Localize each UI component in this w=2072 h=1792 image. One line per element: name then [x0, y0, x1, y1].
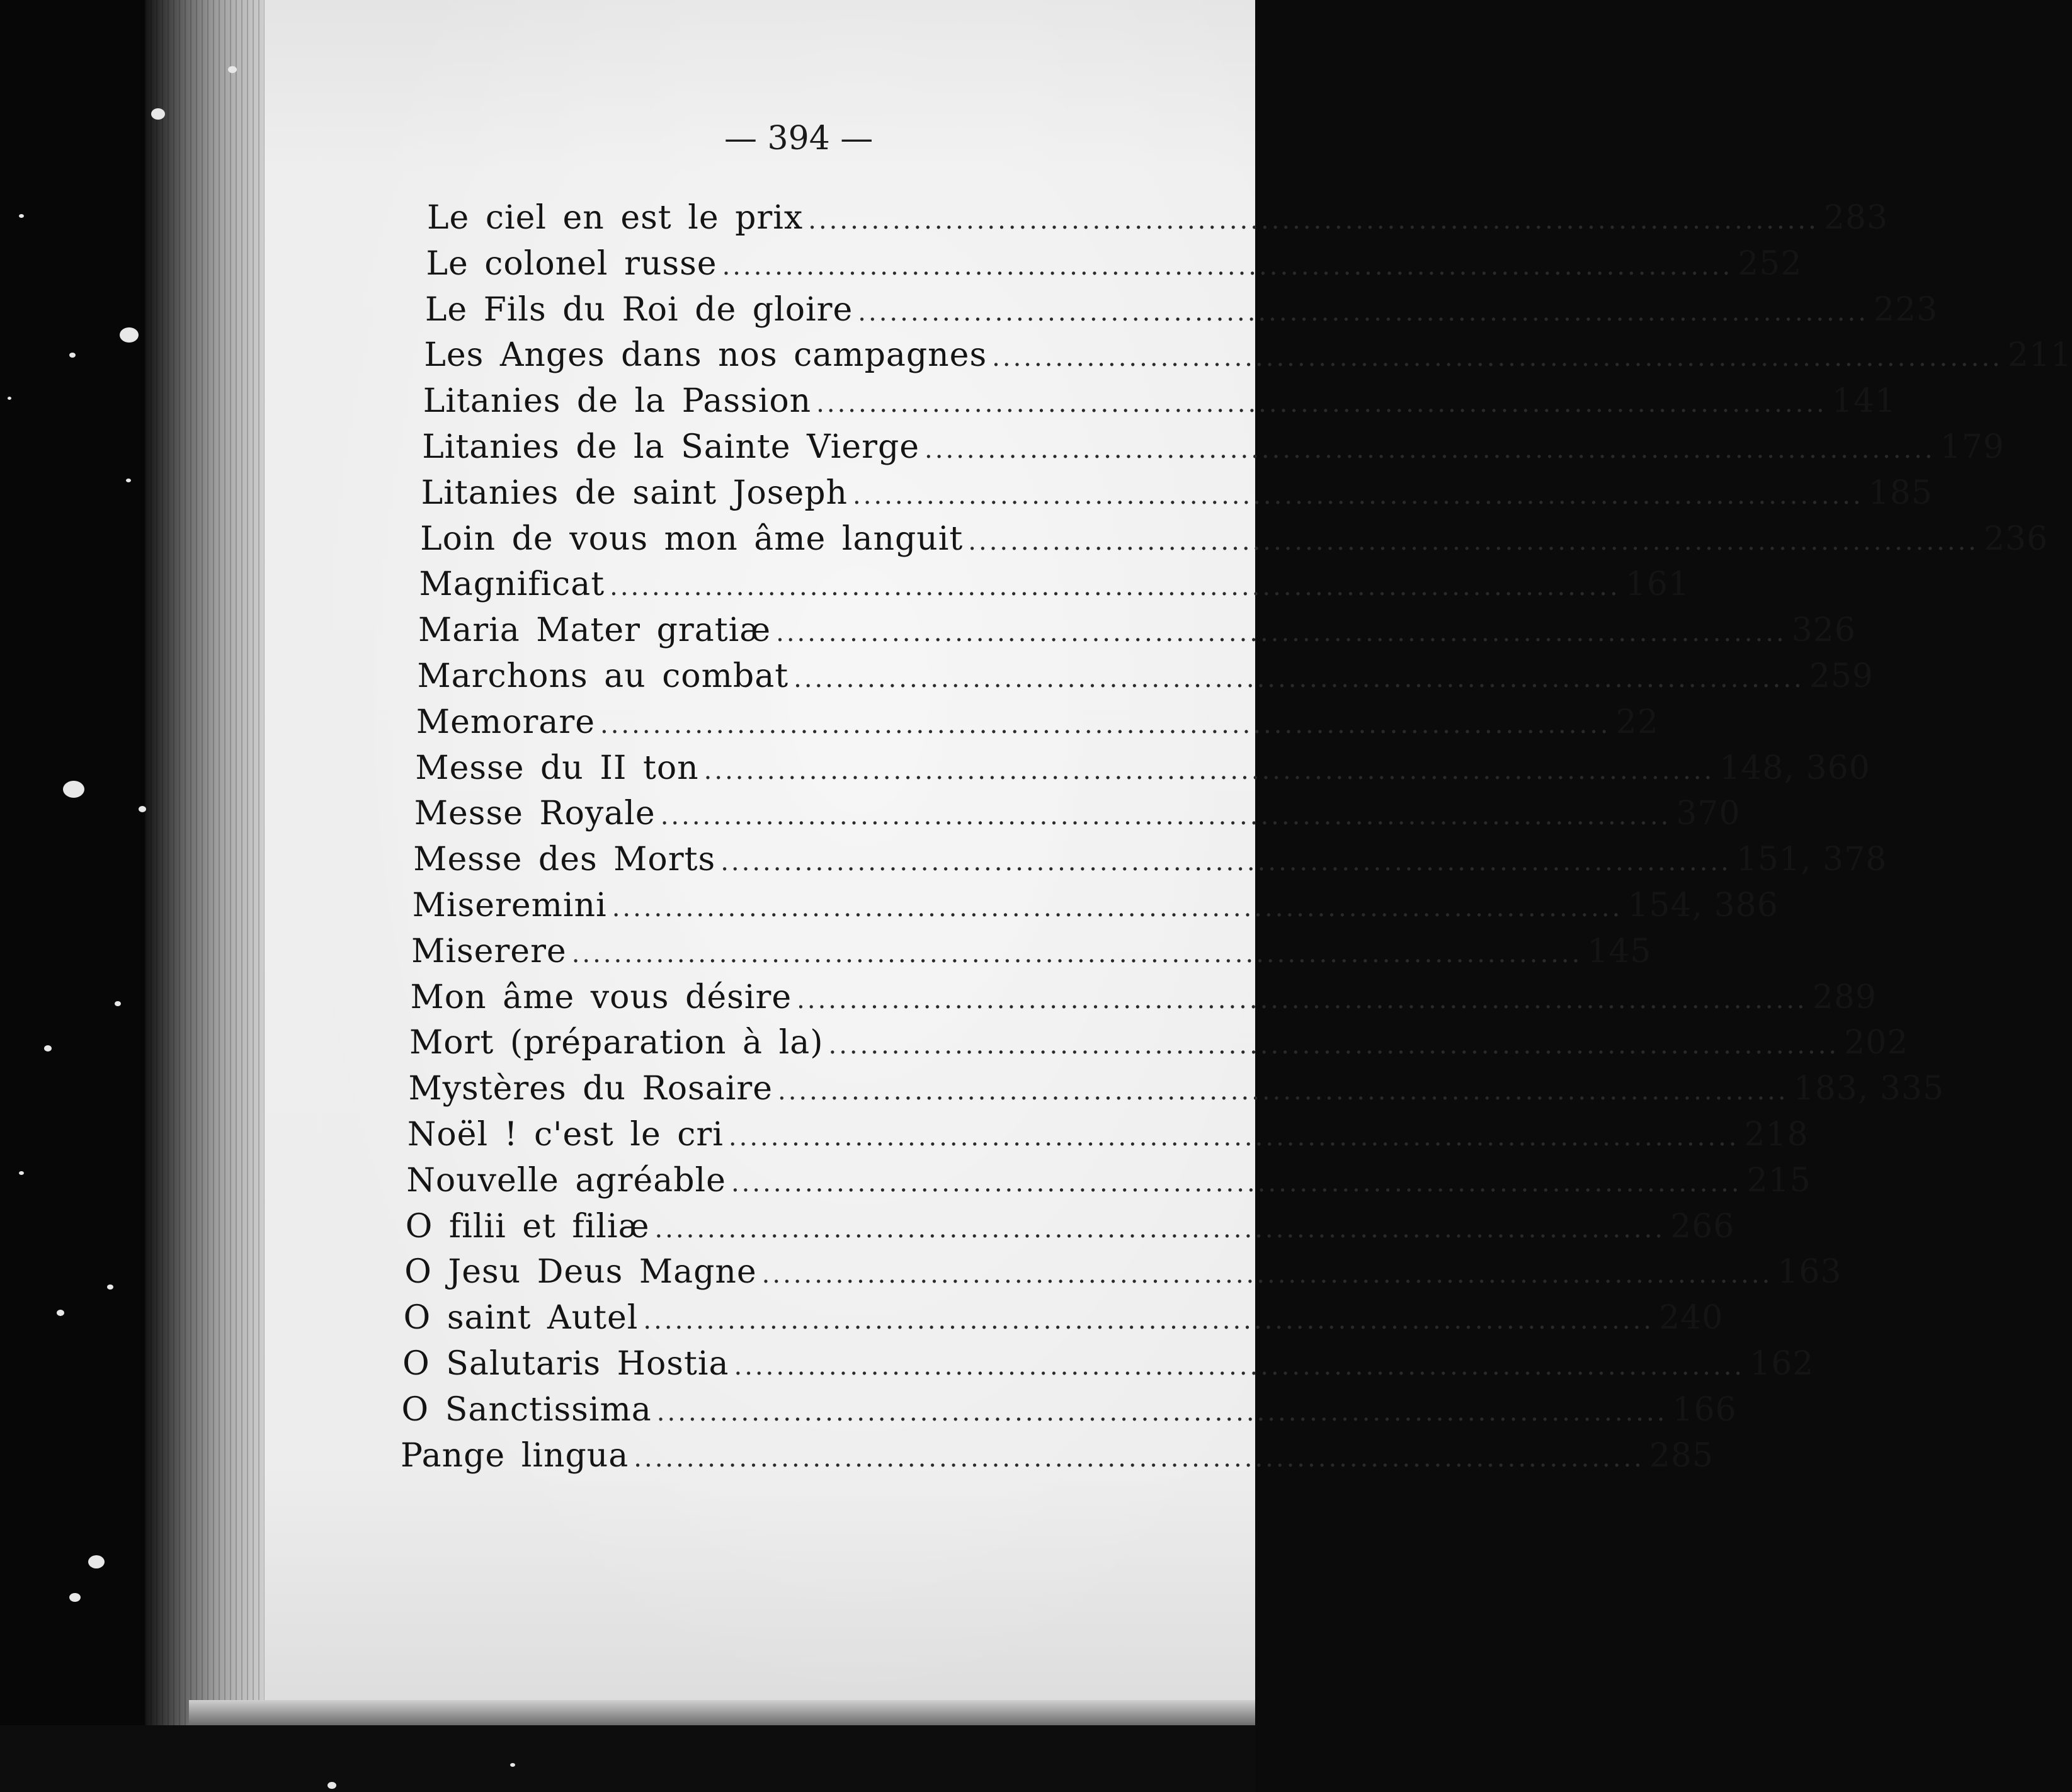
entry-page-number: 223: [1873, 290, 1938, 329]
entry-page-number: 154, 386: [1627, 887, 1779, 924]
index-entry: [403, 1299, 1724, 1337]
dot-leader: ................................................................................................: [797, 985, 1807, 1014]
entry-page-number: 163: [1777, 1253, 1842, 1291]
entry-page-number: 252: [1738, 244, 1802, 283]
entry-title: Litanies de la Sainte Vierge: [422, 428, 920, 466]
entry-title: Messe Royale: [414, 795, 656, 833]
index-entry: [402, 1345, 1814, 1383]
entry-page-number: 218: [1744, 1116, 1809, 1154]
dot-leader: ................................................................................................: [992, 343, 2003, 373]
dot-leader: ................................................................................................: [610, 572, 1620, 602]
entry-title: Mystères du Rosaire: [408, 1070, 773, 1108]
dot-leader: ................................................................................................: [777, 1077, 1789, 1106]
entry-title: Nouvelle agréable: [406, 1161, 726, 1199]
dot-leader: ................................................................................................: [703, 756, 1715, 785]
entry-page-number: 185: [1868, 474, 1933, 512]
entry-page-number: 148, 360: [1719, 749, 1870, 787]
entry-title: Noël ! c'est le cri: [407, 1116, 724, 1154]
index-entry: [416, 703, 1659, 741]
dot-leader: ................................................................................................: [858, 297, 1869, 327]
index-entry: [423, 382, 1897, 421]
index-entry: [424, 336, 2072, 375]
index-entry: [414, 795, 1741, 833]
entry-page-number: 166: [1672, 1390, 1737, 1429]
index-entry: [412, 887, 1779, 924]
entry-title: Les Anges dans nos campagnes: [424, 336, 988, 375]
dot-leader: ................................................................................................: [731, 1168, 1742, 1198]
entry-page-number: 179: [1940, 428, 2005, 466]
entry-title: Pange lingua: [401, 1436, 629, 1475]
entry-title: O Salutaris Hostia: [402, 1345, 729, 1383]
entry-page-number: 202: [1844, 1024, 1909, 1062]
entry-title: Messe des Morts: [413, 841, 716, 879]
entry-title: O Sanctissima: [401, 1390, 652, 1429]
dot-leader: ................................................................................................: [853, 480, 1864, 510]
dot-leader: ................................................................................................: [761, 1260, 1773, 1290]
entry-title: Marchons au combat: [417, 657, 789, 695]
entry-page-number: 215: [1746, 1161, 1811, 1199]
index-entry: [422, 428, 2005, 466]
dot-leader: ................................................................................................: [925, 435, 1935, 464]
index-entry: [406, 1161, 1811, 1199]
entry-title: Miseremini: [412, 887, 607, 924]
dot-leader: ................................................................................................: [816, 389, 1827, 419]
index-entry: [409, 1024, 1909, 1062]
entry-title: O filii et filiæ: [405, 1207, 650, 1245]
entry-title: O Jesu Deus Magne: [404, 1253, 757, 1291]
dot-leader: ................................................................................................: [600, 710, 1611, 739]
dot-leader: ................................................................................................: [722, 251, 1733, 281]
index-entry: [420, 519, 2049, 558]
entry-title: Maria Mater gratiæ: [418, 611, 771, 650]
index-entry: [401, 1390, 1737, 1429]
index-entry: [411, 932, 1652, 970]
dot-leader: ................................................................................................: [571, 939, 1583, 968]
dot-leader: ................................................................................................: [794, 664, 1804, 693]
entry-page-number: 236: [1983, 519, 2049, 558]
entry-page-number: 240: [1659, 1299, 1724, 1337]
index-entry: [410, 978, 1877, 1016]
entry-page-number: 141: [1831, 382, 1897, 421]
dot-leader: ................................................................................................: [728, 1123, 1739, 1152]
entry-page-number: 145: [1587, 932, 1652, 970]
index-entry: [427, 199, 1889, 237]
dot-leader: ................................................................................................: [734, 1352, 1745, 1381]
index-entry: [417, 657, 1874, 695]
entry-page-number: 283: [1823, 199, 1889, 237]
entry-title: Loin de vous mon âme languit: [420, 519, 964, 558]
dot-leader: ................................................................................................: [612, 893, 1623, 922]
index-entry: [415, 749, 1870, 787]
entry-page-number: 162: [1750, 1345, 1814, 1383]
entry-page-number: 151, 378: [1736, 841, 1887, 879]
entry-title: Magnificat: [419, 565, 605, 604]
entry-title: Mort (préparation à la): [409, 1024, 824, 1062]
dot-leader: ................................................................................................: [643, 1306, 1654, 1335]
dot-leader: ................................................................................................: [654, 1214, 1666, 1244]
index-entry: [401, 1436, 1714, 1475]
entry-title: Messe du II ton: [415, 749, 699, 787]
index-entry: [421, 474, 1933, 512]
entry-page-number: 161: [1625, 565, 1690, 604]
entry-title: Litanies de saint Joseph: [421, 474, 848, 512]
index-entry: [405, 1207, 1735, 1245]
entry-page-number: 326: [1791, 611, 1857, 650]
entry-title: Le colonel russe: [426, 244, 717, 283]
index-entry: [426, 244, 1802, 283]
entry-page-number: 285: [1649, 1436, 1714, 1475]
entry-page-number: 266: [1670, 1207, 1735, 1245]
page-number: — 394 —: [724, 120, 874, 157]
index-entry: [407, 1116, 1809, 1154]
entry-page-number: 289: [1812, 978, 1877, 1016]
dot-leader: ................................................................................................: [720, 848, 1731, 877]
entry-title: Mon âme vous désire: [410, 978, 792, 1016]
entry-title: Le Fils du Roi de gloire: [424, 290, 853, 329]
dot-leader: ................................................................................................: [808, 206, 1819, 235]
entry-page-number: 183, 335: [1793, 1070, 1945, 1108]
index-entry: [404, 1253, 1842, 1291]
entry-title: Memorare: [416, 703, 595, 741]
index-entry: [408, 1070, 1945, 1108]
entry-title: Litanies de la Passion: [423, 382, 812, 421]
entry-page-number: 22: [1615, 703, 1659, 741]
dot-leader: ................................................................................................: [776, 618, 1787, 648]
entry-title: Le ciel en est le prix: [427, 199, 804, 237]
dot-leader: ................................................................................................: [828, 1031, 1840, 1060]
dot-leader: ................................................................................................: [660, 802, 1671, 831]
dot-leader: ................................................................................................: [968, 526, 1979, 556]
entry-page-number: 211: [2007, 336, 2072, 375]
entry-title: Miserere: [411, 932, 567, 970]
entry-title: O saint Autel: [403, 1299, 639, 1337]
dot-leader: ................................................................................................: [656, 1397, 1668, 1427]
entry-page-number: 259: [1809, 657, 1874, 695]
entry-page-number: 370: [1676, 795, 1741, 833]
index-entry: [419, 565, 1690, 604]
index-entry: [413, 841, 1887, 879]
index-entry: [418, 611, 1857, 650]
dot-leader: ................................................................................................: [634, 1443, 1644, 1473]
index-entry: [424, 290, 1938, 329]
